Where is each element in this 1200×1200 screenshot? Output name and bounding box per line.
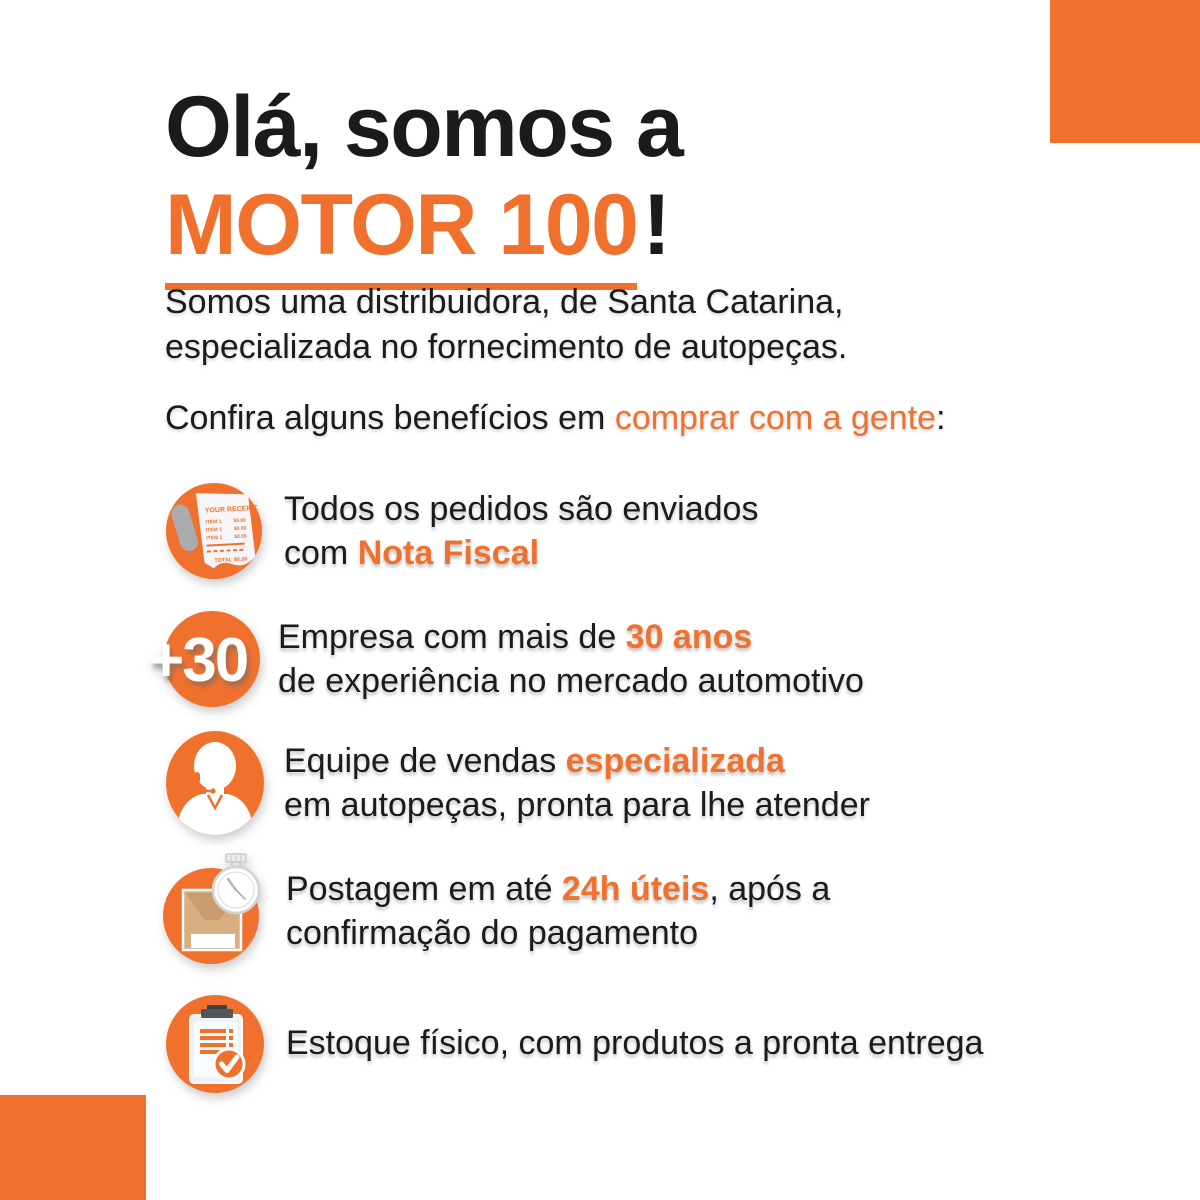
benefit-row xyxy=(162,728,870,838)
plus-30-text: +30 xyxy=(148,626,248,695)
cta-prefix: Confira alguns benefícios em xyxy=(165,399,615,437)
cta-highlight: comprar com a gente xyxy=(614,399,937,437)
brand-name: MOTOR 100 xyxy=(165,176,637,290)
receipt-header-text: YOUR RECEIPT xyxy=(204,504,258,515)
page-title xyxy=(165,78,682,290)
cta-suffix: : xyxy=(936,399,946,437)
svg-text:ITEM 1: ITEM 1 xyxy=(206,534,223,542)
greeting-text: Olá, somos a xyxy=(165,79,683,175)
benefit-text: Estoque físico, com produtos a pronta entrega xyxy=(286,1024,984,1062)
benefit-row xyxy=(158,478,758,584)
svg-text:ITEM 1: ITEM 1 xyxy=(205,518,222,526)
receipt-icon xyxy=(158,478,268,584)
brand-exclamation: ! xyxy=(642,177,670,273)
benefit-text: Equipe de vendas especializada em autopeças, pronta para lhe atender xyxy=(284,742,870,824)
benefit-row xyxy=(160,984,983,1102)
svg-text:$0.00: $0.00 xyxy=(233,525,247,533)
plus-30-icon xyxy=(146,606,268,712)
benefit-text: Empresa com mais de 30 anos de experiência no mercado automotivo xyxy=(278,618,864,700)
receipt-total-text: TOTAL $0.00 xyxy=(214,556,248,565)
intro-line-2: especializada no fornecimento de autopeças. xyxy=(165,328,848,366)
corner-square-bottom-left xyxy=(0,1095,146,1200)
benefit-text: Postagem em até 24h úteis, após a confirmação do pagamento xyxy=(286,870,831,952)
support-agent-icon xyxy=(162,728,268,838)
intro-line-1: Somos uma distribuidora, de Santa Catarina, xyxy=(165,283,844,321)
benefit-row xyxy=(156,846,830,966)
benefits-intro-line xyxy=(165,396,946,440)
benefit-row xyxy=(146,606,864,712)
svg-text:$0.00: $0.00 xyxy=(233,517,247,525)
package-stopwatch-icon xyxy=(156,846,270,966)
intro-paragraph xyxy=(165,280,847,370)
svg-text:$0.00: $0.00 xyxy=(234,533,247,541)
svg-text:ITEM 1: ITEM 1 xyxy=(205,526,223,534)
corner-square-top-right xyxy=(1050,0,1200,143)
benefit-text: Todos os pedidos são enviados com Nota Fiscal xyxy=(284,490,759,572)
stock-checklist-icon xyxy=(160,984,270,1102)
stopwatch xyxy=(213,854,259,913)
